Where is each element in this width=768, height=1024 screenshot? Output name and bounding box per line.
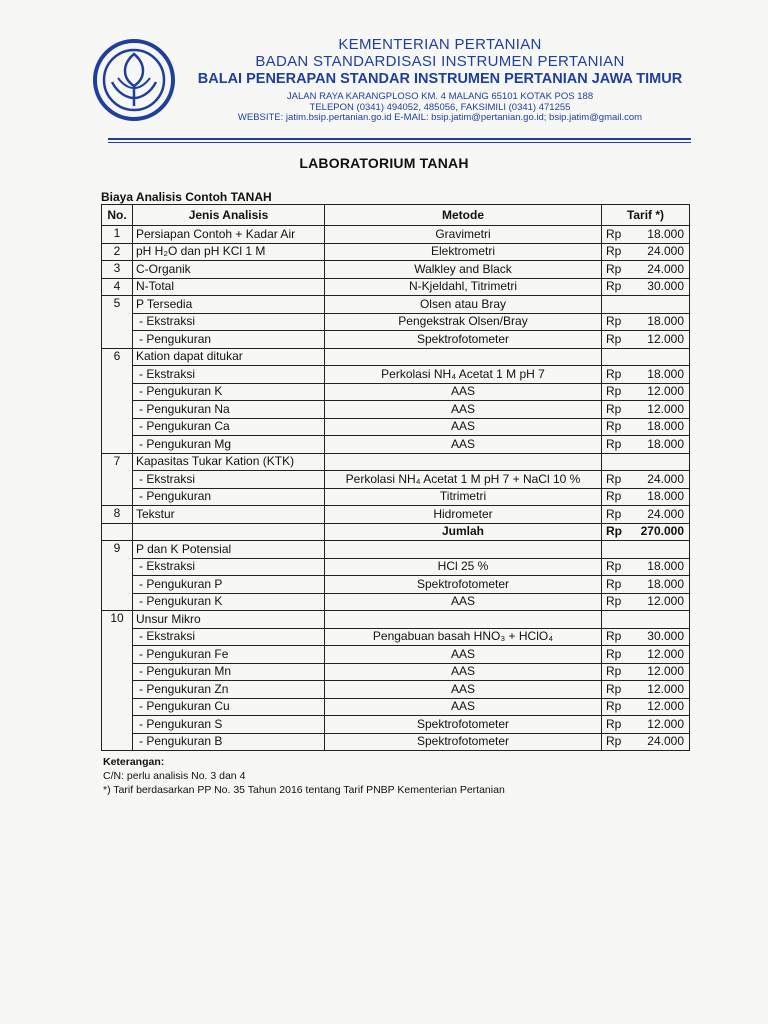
cell-amount: 270.000 — [631, 523, 690, 541]
cell-metode: Titrimetri — [325, 488, 602, 506]
cell-jenis: - Pengukuran Ca — [133, 418, 325, 436]
cell-jenis: Kation dapat ditukar — [133, 348, 325, 366]
table-row — [102, 733, 690, 751]
cell-jenis: - Pengukuran Mg — [133, 436, 325, 454]
cell-amount — [631, 348, 690, 366]
cell-jenis: - Pengukuran K — [133, 593, 325, 611]
cell-jenis: - Pengukuran Cu — [133, 698, 325, 716]
header-metode: Metode — [325, 205, 602, 226]
cell-amount: 24.000 — [631, 261, 690, 279]
table-row — [102, 646, 690, 664]
cell-amount: 18.000 — [631, 576, 690, 594]
phone: TELEPON (0341) 494052, 485056, FAKSIMILI (0341) 471255 — [309, 101, 571, 113]
cell-metode: Gravimetri — [325, 226, 602, 244]
cell-metode: Walkley and Black — [325, 261, 602, 279]
table-row — [102, 681, 690, 699]
page-title: LABORATORIUM TANAH — [299, 155, 469, 171]
table-row — [102, 716, 690, 734]
table-row — [102, 488, 690, 506]
cell-metode: Pengekstrak Olsen/Bray — [325, 313, 602, 331]
cell-jenis: - Pengukuran Mn — [133, 663, 325, 681]
total-row — [102, 523, 690, 541]
cell-currency: Rp — [602, 593, 632, 611]
table-row — [102, 383, 690, 401]
cell-no: 8 — [102, 506, 133, 524]
cell-amount: 18.000 — [631, 418, 690, 436]
cell-currency: Rp — [602, 401, 632, 419]
cell-no: 9 — [102, 541, 133, 611]
table-row — [102, 593, 690, 611]
notes — [103, 755, 505, 797]
cell-jenis: N-Total — [133, 278, 325, 296]
table-row — [102, 436, 690, 454]
cell-no: 3 — [102, 261, 133, 279]
cell-no: 1 — [102, 226, 133, 244]
cell-currency: Rp — [602, 628, 632, 646]
address: JALAN RAYA KARANGPLOSO KM. 4 MALANG 65101 KOTAK POS 188 — [286, 91, 594, 102]
cell-jenis: Unsur Mikro — [133, 611, 325, 629]
cell-jenis: - Pengukuran Fe — [133, 646, 325, 664]
cell-amount: 12.000 — [631, 331, 690, 349]
cell-currency: Rp — [602, 523, 632, 541]
cell-metode: AAS — [325, 663, 602, 681]
cell-metode: AAS — [325, 383, 602, 401]
cell-amount: 12.000 — [631, 681, 690, 699]
cell-amount: 12.000 — [631, 383, 690, 401]
cell-jenis: - Pengukuran — [133, 488, 325, 506]
table-row — [102, 348, 690, 366]
table-row — [102, 541, 690, 559]
cell-currency: Rp — [602, 698, 632, 716]
cell-currency: Rp — [602, 383, 632, 401]
cell-currency: Rp — [602, 366, 632, 384]
table-caption: Biaya Analisis Contoh TANAH — [101, 190, 272, 204]
cell-currency: Rp — [602, 506, 632, 524]
cell-metode: AAS — [325, 698, 602, 716]
cell-metode: Olsen atau Bray — [325, 296, 602, 314]
cell-metode: Perkolasi NH₄ Acetat 1 M pH 7 + NaCl 10 % — [325, 471, 602, 489]
cell-jenis: - Pengukuran B — [133, 733, 325, 751]
cell-amount: 18.000 — [631, 558, 690, 576]
cell-no: 5 — [102, 296, 133, 349]
cell-amount: 18.000 — [631, 488, 690, 506]
cell-metode: Perkolasi NH₄ Acetat 1 M pH 7 — [325, 366, 602, 384]
cell-jenis — [133, 523, 325, 541]
cell-currency: Rp — [602, 471, 632, 489]
cell-amount: 30.000 — [631, 278, 690, 296]
cell-metode: Spektrofotometer — [325, 716, 602, 734]
cell-metode: Jumlah — [325, 523, 602, 541]
cell-jenis: Tekstur — [133, 506, 325, 524]
cell-metode — [325, 453, 602, 471]
table-header-row — [102, 205, 690, 226]
cell-amount: 30.000 — [631, 628, 690, 646]
cell-currency — [602, 611, 632, 629]
cell-no: 6 — [102, 348, 133, 453]
cell-metode: Elektrometri — [325, 243, 602, 261]
cell-amount: 24.000 — [631, 733, 690, 751]
cell-metode: N-Kjeldahl, Titrimetri — [325, 278, 602, 296]
cell-metode: AAS — [325, 401, 602, 419]
cell-amount: 12.000 — [631, 663, 690, 681]
cell-metode: HCl 25 % — [325, 558, 602, 576]
cell-metode: AAS — [325, 418, 602, 436]
table-row — [102, 628, 690, 646]
cell-amount: 12.000 — [631, 716, 690, 734]
cell-amount: 18.000 — [631, 313, 690, 331]
cell-amount — [631, 296, 690, 314]
cell-jenis: Persiapan Contoh + Kadar Air — [133, 226, 325, 244]
cell-currency: Rp — [602, 313, 632, 331]
cell-amount: 18.000 — [631, 366, 690, 384]
cell-currency — [602, 348, 632, 366]
cell-jenis: - Pengukuran S — [133, 716, 325, 734]
cell-metode — [325, 541, 602, 559]
table-row — [102, 471, 690, 489]
agency-name: BADAN STANDARDISASI INSTRUMEN PERTANIAN — [255, 53, 625, 70]
cell-amount: 12.000 — [631, 646, 690, 664]
cell-currency: Rp — [602, 646, 632, 664]
cell-currency: Rp — [602, 436, 632, 454]
table-row — [102, 331, 690, 349]
notes-label: Keterangan: — [103, 756, 165, 768]
cell-currency — [602, 541, 632, 559]
cell-jenis: - Pengukuran K — [133, 383, 325, 401]
cell-metode: AAS — [325, 681, 602, 699]
cell-currency: Rp — [602, 243, 632, 261]
cell-jenis: P Tersedia — [133, 296, 325, 314]
cell-metode — [325, 348, 602, 366]
cell-currency: Rp — [602, 558, 632, 576]
cell-jenis: - Pengukuran P — [133, 576, 325, 594]
cell-jenis: - Pengukuran Na — [133, 401, 325, 419]
cell-no: 10 — [102, 611, 133, 751]
cell-amount — [631, 453, 690, 471]
cell-currency — [602, 296, 632, 314]
cell-no: 7 — [102, 453, 133, 506]
office-name: BALAI PENERAPAN STANDAR INSTRUMEN PERTANIAN JAWA TIMUR — [197, 71, 683, 87]
table-row — [102, 296, 690, 314]
cell-currency: Rp — [602, 663, 632, 681]
cell-jenis: P dan K Potensial — [133, 541, 325, 559]
cell-metode: AAS — [325, 436, 602, 454]
table-row — [102, 611, 690, 629]
ministry-logo-icon — [92, 38, 176, 122]
table-row — [102, 418, 690, 436]
cell-currency: Rp — [602, 488, 632, 506]
cell-amount: 18.000 — [631, 436, 690, 454]
table-row — [102, 401, 690, 419]
table-row — [102, 278, 690, 296]
cell-jenis: Kapasitas Tukar Kation (KTK) — [133, 453, 325, 471]
cell-currency: Rp — [602, 278, 632, 296]
header-tarif: Tarif *) — [602, 205, 690, 226]
ministry-name: KEMENTERIAN PERTANIAN — [338, 36, 542, 53]
cell-amount: 12.000 — [631, 401, 690, 419]
cell-metode — [325, 611, 602, 629]
tariff-table — [101, 204, 690, 751]
cell-metode: AAS — [325, 593, 602, 611]
cell-jenis: - Ekstraksi — [133, 313, 325, 331]
cell-currency: Rp — [602, 681, 632, 699]
cell-currency: Rp — [602, 418, 632, 436]
cell-amount — [631, 541, 690, 559]
cell-metode: Spektrofotometer — [325, 331, 602, 349]
cell-no — [102, 523, 133, 541]
website-email: WEBSITE: jatim.bsip.pertanian.go.id E-MAIL: bsip.jatim@pertanian.go.id; bsip.jatim@gmail.com — [237, 112, 643, 123]
cell-no: 2 — [102, 243, 133, 261]
note-tarif: *) Tarif berdasarkan PP No. 35 Tahun 2016 tentang Tarif PNBP Kementerian Pertanian — [103, 784, 505, 796]
cell-amount: 24.000 — [631, 506, 690, 524]
cell-no: 4 — [102, 278, 133, 296]
cell-amount: 24.000 — [631, 471, 690, 489]
table-row — [102, 576, 690, 594]
cell-jenis: C-Organik — [133, 261, 325, 279]
cell-amount — [631, 611, 690, 629]
cell-currency: Rp — [602, 331, 632, 349]
cell-metode: AAS — [325, 646, 602, 664]
cell-amount: 18.000 — [631, 226, 690, 244]
header-no: No. — [102, 205, 133, 226]
table-row — [102, 558, 690, 576]
cell-currency: Rp — [602, 226, 632, 244]
table-row — [102, 663, 690, 681]
header-divider — [108, 138, 691, 140]
cell-jenis: - Ekstraksi — [133, 558, 325, 576]
cell-metode: Spektrofotometer — [325, 733, 602, 751]
cell-jenis: - Pengukuran — [133, 331, 325, 349]
table-row — [102, 366, 690, 384]
cell-jenis: pH H₂O dan pH KCl 1 M — [133, 243, 325, 261]
letterhead — [180, 36, 700, 124]
cell-currency: Rp — [602, 576, 632, 594]
cell-metode: Pengabuan basah HNO₃ + HClO₄ — [325, 628, 602, 646]
table-row — [102, 243, 690, 261]
cell-metode: Hidrometer — [325, 506, 602, 524]
cell-jenis: - Pengukuran Zn — [133, 681, 325, 699]
cell-jenis: - Ekstraksi — [133, 471, 325, 489]
table-row — [102, 453, 690, 471]
cell-currency: Rp — [602, 733, 632, 751]
table-row — [102, 261, 690, 279]
table-row — [102, 506, 690, 524]
cell-currency — [602, 453, 632, 471]
cell-currency: Rp — [602, 261, 632, 279]
cell-jenis: - Ekstraksi — [133, 366, 325, 384]
table-row — [102, 226, 690, 244]
table-row — [102, 313, 690, 331]
cell-amount: 12.000 — [631, 698, 690, 716]
header-divider-thin — [108, 142, 691, 143]
cell-jenis: - Ekstraksi — [133, 628, 325, 646]
cell-metode: Spektrofotometer — [325, 576, 602, 594]
cell-currency: Rp — [602, 716, 632, 734]
header-jenis: Jenis Analisis — [133, 205, 325, 226]
cell-amount: 12.000 — [631, 593, 690, 611]
note-cn: C/N: perlu analisis No. 3 dan 4 — [103, 770, 246, 782]
table-row — [102, 698, 690, 716]
cell-amount: 24.000 — [631, 243, 690, 261]
